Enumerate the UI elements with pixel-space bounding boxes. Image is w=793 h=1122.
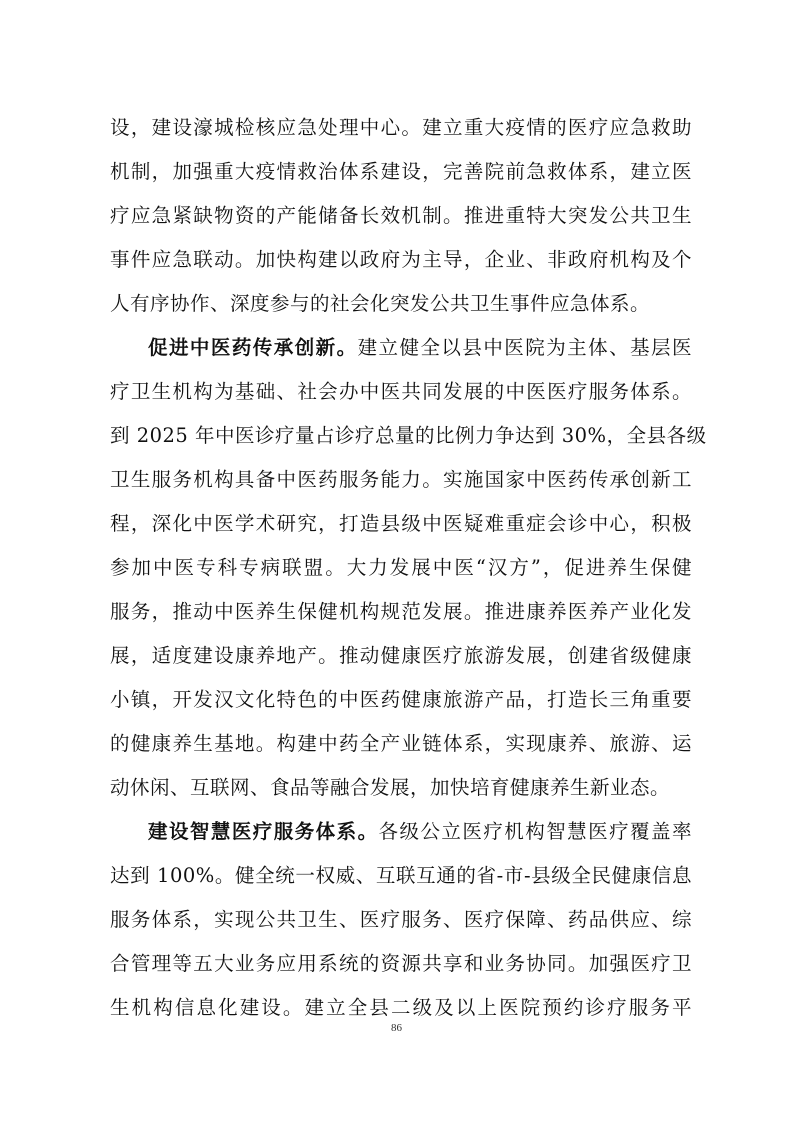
section-text: 建立健全以县中医院为主体、基层医 (357, 336, 692, 359)
paragraph-line: 到 2025 年中医诊疗量占诊疗总量的比例力争达到 30%，全县各级 (110, 424, 707, 447)
section-heading: 促进中医药传承创新。 (148, 336, 358, 359)
paragraph-line: 服务体系，实现公共卫生、医疗服务、医疗保障、药品供应、综 (110, 908, 692, 931)
paragraph-line: 展，适度建设康养地产。推动健康医疗旅游发展，创建省级健康 (110, 644, 692, 667)
section-text: 各级公立医疗机构智慧医疗覆盖率 (378, 820, 692, 843)
paragraph-line: 卫生服务机构具备中医药服务能力。实施国家中医药传承创新工 (110, 468, 692, 491)
section-first-line (110, 326, 692, 370)
paragraph-line: 设，建设濠城检核应急处理中心。建立重大疫情的医疗应急救助 (110, 116, 692, 139)
paragraph-line: 机制，加强重大疫情救治体系建设，完善院前急救体系，建立医 (110, 160, 692, 183)
paragraph-line: 的健康养生基地。构建中药全产业链体系，实现康养、旅游、运 (110, 732, 692, 755)
paragraph-line: 参加中医专科专病联盟。大力发展中医“汉方”，促进养生保健 (110, 556, 692, 579)
paragraph-line: 疗应急紧缺物资的产能储备长效机制。推进重特大突发公共卫生 (110, 204, 692, 227)
paragraph-line: 服务，推动中医养生保健机构规范发展。推进康养医养产业化发 (110, 600, 692, 623)
paragraph-line: 小镇，开发汉文化特色的中医药健康旅游产品，打造长三角重要 (110, 688, 692, 711)
paragraph-line: 动休闲、互联网、食品等融合发展，加快培育健康养生新业态。 (110, 776, 671, 799)
paragraph-line: 疗卫生机构为基础、社会办中医共同发展的中医医疗服务体系。 (110, 380, 692, 403)
paragraph-line: 程，深化中医学术研究，打造县级中医疑难重症会诊中心，积极 (110, 512, 692, 535)
paragraph-line: 人有序协作、深度参与的社会化突发公共卫生事件应急体系。 (110, 292, 651, 315)
paragraph-line: 生机构信息化建设。建立全县二级及以上医院预约诊疗服务平 (110, 996, 692, 1019)
page-number: 86 (391, 1022, 402, 1034)
paragraph-line: 事件应急联动。加快构建以政府为主导，企业、非政府机构及个 (110, 248, 692, 271)
paragraph-line: 达到 100%。健全统一权威、互联互通的省-市-县级全民健康信息 (110, 864, 692, 887)
section-heading: 建设智慧医疗服务体系。 (148, 820, 379, 843)
body-text (110, 106, 707, 1030)
paragraph-line: 合管理等五大业务应用系统的资源共享和业务协同。加强医疗卫 (110, 952, 692, 975)
section-first-line (110, 810, 692, 854)
